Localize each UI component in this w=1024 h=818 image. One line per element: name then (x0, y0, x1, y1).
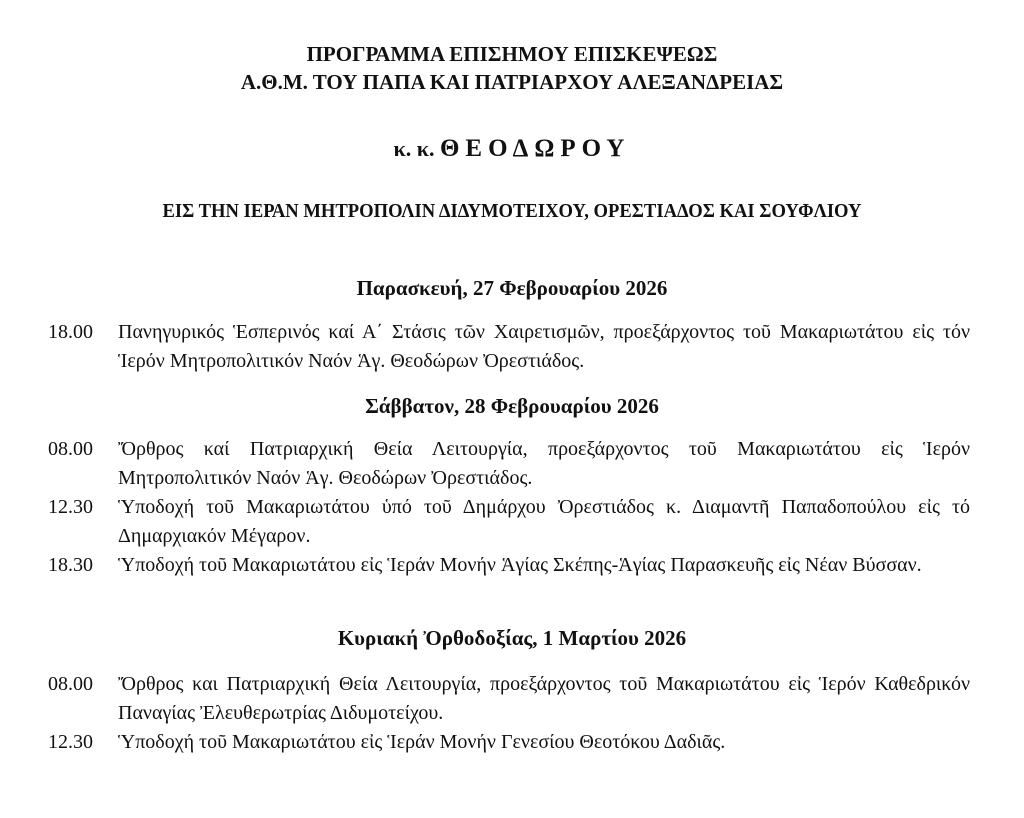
entry-time: 12.30 (48, 731, 93, 753)
entry-text: Πανηγυρικός Ἑσπερινός καί Α΄ Στάσις τῶν Χαιρετισμῶν, προεξάρχοντος τοῦ Μακαριωτάτου εἰς τόν Ἱερόν Μητροπολιτικόν Ναόν Ἁγ. Θεοδώρων Ὀρεστιάδος. (118, 321, 970, 372)
entry-time: 12.30 (48, 496, 93, 518)
schedule-entry (48, 728, 970, 757)
entry-time: 08.00 (48, 673, 93, 695)
name-prefix: κ. κ. (393, 136, 440, 161)
schedule-entry (48, 551, 970, 580)
entry-text: Ὑποδοχή τοῦ Μακαριωτάτου εἰς Ἱεράν Μονήν Γενεσίου Θεοτόκου Δαδιᾶς. (118, 731, 726, 753)
name-text: ΘΕΟΔΩΡΟΥ (439, 135, 631, 162)
entry-text: Ὄρθρος καί Πατριαρχική Θεία Λειτουργία, προεξάρχοντος τοῦ Μακαριωτάτου εἰς Ἱερόν Μητροπολιτικόν Ναόν Ἁγ. Θεοδώρων Ὀρεστιάδος. (118, 438, 970, 489)
document-title-line-2: Α.Θ.Μ. ΤΟΥ ΠΑΠΑ ΚΑΙ ΠΑΤΡΙΑΡΧΟΥ ΑΛΕΞΑΝΔΡΕΙΑΣ (240, 70, 784, 94)
document-title-line-1: ΠΡΟΓΡΑΜΜΑ ΕΠΙΣΗΜΟΥ ΕΠΙΣΚΕΨΕΩΣ (306, 42, 718, 66)
entry-time: 18.00 (48, 321, 93, 343)
entry-text: Ὑποδοχή τοῦ Μακαριωτάτου ὑπό τοῦ Δημάρχου Ὀρεστιάδος κ. Διαμαντῆ Παπαδοπούλου εἰς τό Δημαρχιακόν Μέγαρον. (118, 496, 970, 547)
entry-text: Ὑποδοχή τοῦ Μακαριωτάτου εἰς Ἱεράν Μονήν Ἁγίας Σκέπης-Ἁγίας Παρασκευῆς εἰς Νέαν Βύσσαν. (118, 554, 922, 576)
day-header-saturday: Σάββατον, 28 Φεβρουαρίου 2026 (365, 394, 659, 418)
destination-title: ΕΙΣ ΤΗΝ ΙΕΡΑΝ ΜΗΤΡΟΠΟΛΙΝ ΔΙΔΥΜΟΤΕΙΧΟΥ, ΟΡΕΣΤΙΑΔΟΣ ΚΑΙ ΣΟΥΦΛΙΟΥ (162, 200, 862, 222)
schedule-entry (48, 435, 970, 493)
entry-time: 08.00 (48, 438, 93, 460)
patriarch-name (0, 135, 1024, 163)
day-header-friday: Παρασκευή, 27 Φεβρουαρίου 2026 (356, 276, 668, 300)
entry-time: 18.30 (48, 554, 93, 576)
schedule-entry (48, 493, 970, 551)
schedule-entry (48, 318, 970, 376)
entry-text: Ὄρθρος και Πατριαρχική Θεία Λειτουργία, προεξάρχοντος τοῦ Μακαριωτάτου εἰς Ἱερόν Καθεδρικόν Παναγίας Ἐλευθερωτρίας Διδυμοτείχου. (118, 673, 970, 724)
day-header-sunday: Κυριακή Ὀρθοδοξίας, 1 Μαρτίου 2026 (337, 626, 687, 650)
schedule-entry (48, 670, 970, 728)
